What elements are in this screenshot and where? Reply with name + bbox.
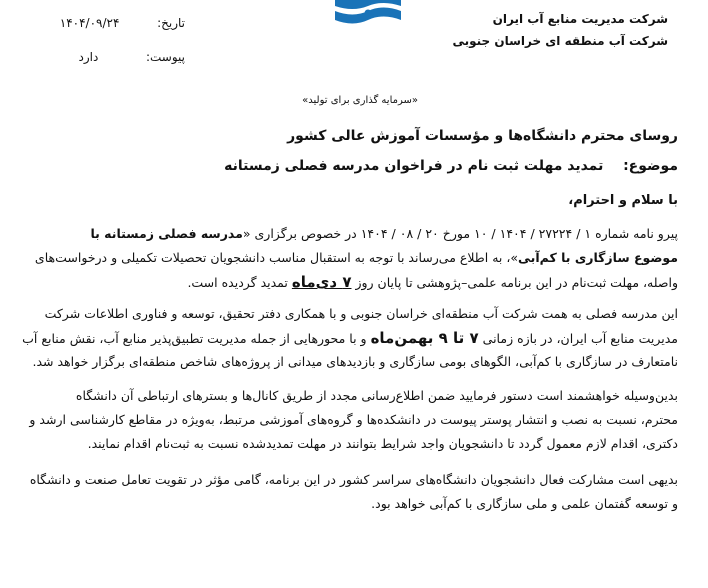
p3-line2: محترم، نسبت به نصب و انتشار پوستر پیوست در دانشکده‌ها و گروه‌های آموزشی مرتبط، به‌ویژه در مقاطع کارشناسی ارشد و	[29, 412, 678, 427]
p3-line1: بدین‌وسیله خواهشمند است دستور فرمایید ضمن اطلاع‌رسانی مجدد از طریق کانال‌ها و بسترهای ارتباطی آن دانشگاه	[75, 388, 678, 403]
p2-line2	[22, 328, 678, 349]
water-drop-logo	[333, 0, 403, 26]
date-value: ۱۴۰۴/۰۹/۲۴	[59, 16, 120, 30]
subject-line	[224, 158, 678, 174]
p4-line1: بدیهی است مشارکت فعال دانشجویان دانشگاه‌های سراسر کشور در این برنامه، گامی مؤثر در تقویت تعامل صنعت و دانشگاه	[29, 472, 678, 487]
p1-deadline: ۷ دی‌ماه	[291, 273, 352, 291]
p1-text-c: واصله، مهلت ثبت‌نام در این برنامه علمی–پژوهشی تا پایان روز	[351, 275, 678, 290]
p1-line3	[187, 272, 678, 293]
p1-line1	[90, 224, 678, 244]
p3-line3: دکتری، اقدام لازم معمول گردد تا دانشجویان واجد شرایط بتوانند در مهلت تمدیدشده نسبت به ثبت‌نام اقدام نمایند.	[87, 436, 678, 451]
date-row	[60, 16, 185, 30]
addressee: روسای محترم دانشگاه‌ها و مؤسسات آموزش عالی کشور	[287, 128, 678, 144]
p1-text-a: پیرو نامه شماره ۱ / ۲۷۲۲۴ / ۱۴۰۴ / ۱۰ مورخ ۲۰ / ۰۸ / ۱۴۰۴ در خصوص برگزاری «	[242, 226, 678, 241]
p1-text-d: تمدید گردیده است.	[187, 275, 292, 290]
subject-label: موضوع:	[623, 158, 678, 174]
slogan: «سرمایه گذاری برای تولید»	[302, 95, 418, 106]
p4-line2: و توسعه گفتمان علمی و ملی سازگاری با کم‌آبی خواهد بود.	[371, 496, 678, 511]
attachment-value: دارد	[78, 50, 99, 64]
p1-event-topic: موضوع سازگاری با کم‌آبی	[518, 250, 678, 265]
subject-text: تمدید مهلت ثبت نام در فراخوان مدرسه فصلی زمستانه	[224, 158, 604, 174]
date-label: تاریخ:	[157, 16, 185, 30]
greeting: با سلام و احترام،	[568, 193, 678, 208]
p2-text-a: مدیریت منابع آب ایران، در بازه زمانی	[478, 331, 678, 346]
attachment-label: پیوست:	[145, 50, 185, 64]
logo-graphic	[333, 0, 403, 26]
org-name-line2: شرکت آب منطقه ای خراسان جنوبی	[452, 34, 668, 48]
p1-line2	[35, 248, 678, 268]
p1-event-title: مدرسه فصلی زمستانه با	[90, 226, 243, 241]
p2-text-b: و با محورهایی از جمله مدیریت تطبیق‌پذیر منابع آب، نقش منابع آب	[22, 331, 371, 346]
org-name-line1: شرکت مدیریت منابع آب ایران	[492, 12, 668, 26]
p1-text-b: »، به اطلاع می‌رساند با توجه به استقبال مناسب دانشجویان تحصیلات تکمیلی و درخواست‌های	[34, 250, 519, 265]
p2-line1: این مدرسه فصلی به همت شرکت آب منطقه‌ای خراسان جنوبی و با همکاری دفتر تحقیق، توسعه و فناوری اطلاعات شرکت	[44, 306, 678, 321]
attachment-row	[78, 50, 185, 64]
p2-dates: ۷ تا ۹ بهمن‌ماه	[370, 329, 479, 347]
p2-line3: نامتعارف در سازگاری با کم‌آبی، الگوهای بومی سازگاری و بازدیدهای میدانی از پروژه‌های شاخص منطقه‌ای برگزار خواهد شد.	[32, 354, 678, 369]
